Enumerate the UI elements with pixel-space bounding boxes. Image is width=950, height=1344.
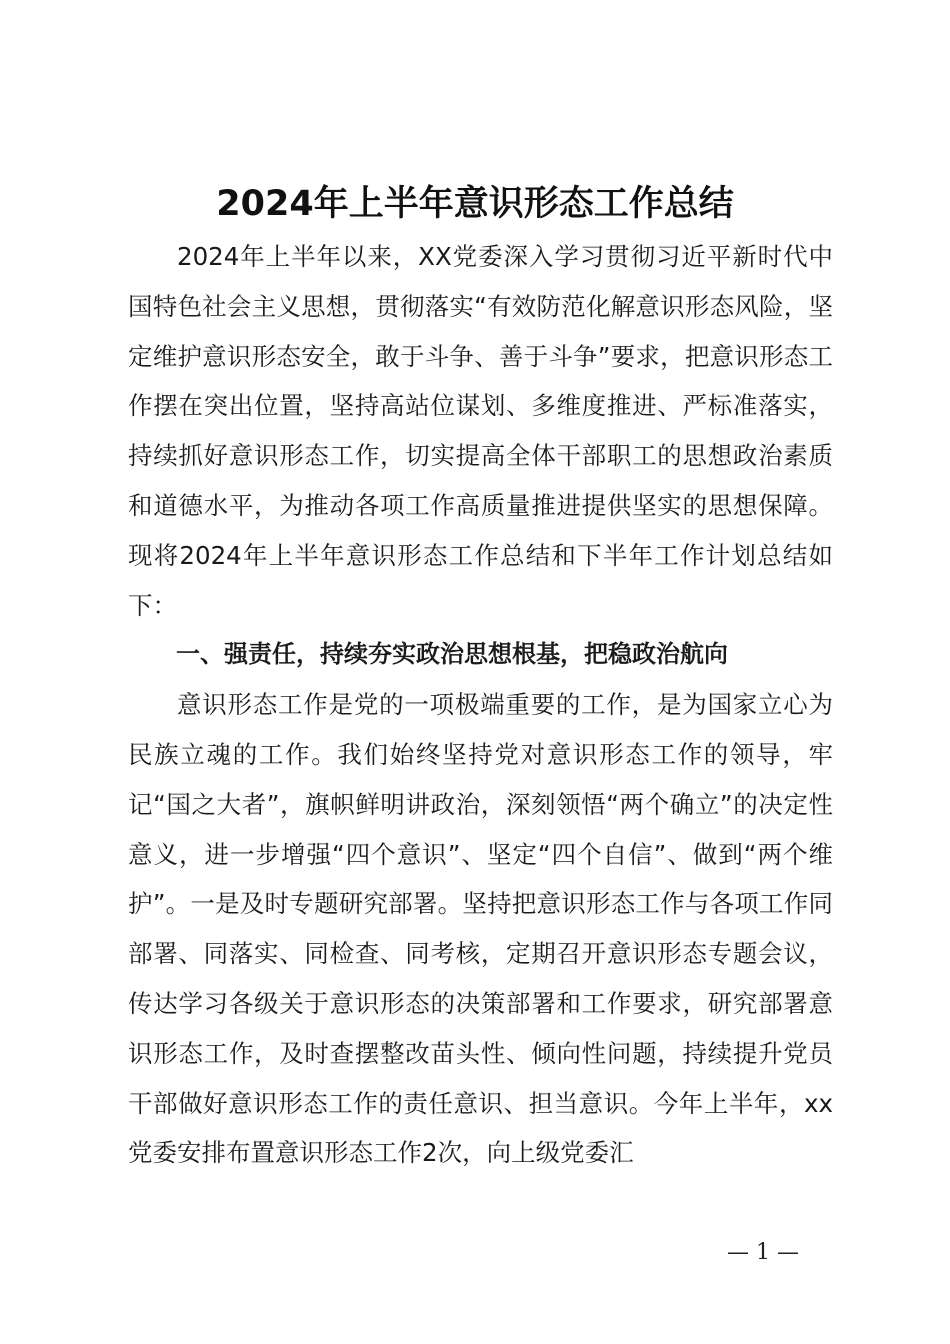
document-body — [128, 232, 833, 1178]
document-title: 2024年上半年意识形态工作总结 — [216, 184, 734, 224]
intro-paragraph: 2024年上半年以来，XX党委深入学习贯彻习近平新时代中国特色社会主义思想，贯彻落实“有效防范化解意识形态风险，坚定维护意识形态安全，敢于斗争、善于斗争”要求，把意识形态工作摆在突出位置，坚持高站位谋划、多维度推进、严标准落实，持续抓好意识形态工作，切实提高全体干部职工的思想政治素质和道德水平，为推动各项工作高质量推进提供坚实的思想保障。现将2024年上半年意识形态工作总结和下半年工作计划总结如下： — [128, 242, 833, 620]
page-number: — 1 — — [727, 1240, 799, 1265]
section-paragraph: 意识形态工作是党的一项极端重要的工作，是为国家立心为民族立魂的工作。我们始终坚持党对意识形态工作的领导，牢记“国之大者”，旗帜鲜明讲政治，深刻领悟“两个确立”的决定性意义，进一步增强“四个意识”、坚定“四个自信”、做到“两个维护”。一是及时专题研究部署。坚持把意识形态工作与各项工作同部署、同落实、同检查、同考核，定期召开意识形态专题会议，传达学习各级关于意识形态的决策部署和工作要求，研究部署意识形态工作，及时查摆整改苗头性、倾向性问题，持续提升党员干部做好意识形态工作的责任意识、担当意识。今年上半年，xx党委安排布置意识形态工作2次，向上级党委汇 — [128, 690, 833, 1168]
section-heading: 一、强责任，持续夯实政治思想根基，把稳政治航向 — [176, 640, 728, 669]
